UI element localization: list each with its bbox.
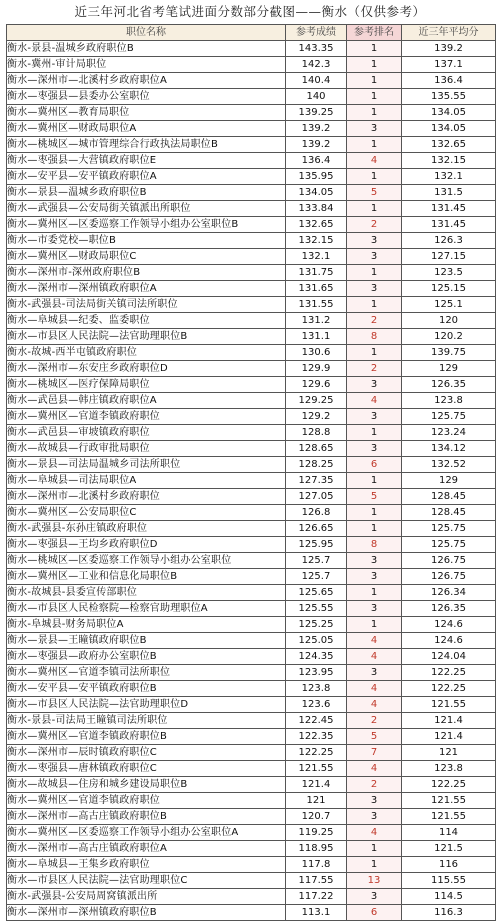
- rank-cell: 2: [347, 313, 402, 329]
- average-score-cell: 114.5: [402, 889, 496, 905]
- score-cell: 129.9: [286, 361, 347, 377]
- position-name-cell: 衡水—冀州区—区委巡察工作领导小组办公室职位B: [7, 217, 286, 233]
- column-header-score: 参考成绩: [286, 25, 347, 41]
- position-name-cell: 衡水—冀州区—工业和信息化局职位B: [7, 569, 286, 585]
- score-cell: 135.95: [286, 169, 347, 185]
- rank-cell: 1: [347, 585, 402, 601]
- average-score-cell: 132.52: [402, 457, 496, 473]
- rank-cell: 1: [347, 505, 402, 521]
- position-name-cell: 衡水—深州市—高古庄镇政府职位B: [7, 809, 286, 825]
- table-row: [7, 633, 496, 649]
- rank-cell: 2: [347, 713, 402, 729]
- score-cell: 123.8: [286, 681, 347, 697]
- position-name-cell: 衡水—冀州区—官道李镇政府职位: [7, 409, 286, 425]
- average-score-cell: 121.4: [402, 729, 496, 745]
- score-cell: 121.55: [286, 761, 347, 777]
- average-score-cell: 123.24: [402, 425, 496, 441]
- average-score-cell: 114: [402, 825, 496, 841]
- score-cell: 129.2: [286, 409, 347, 425]
- average-score-cell: 121.4: [402, 713, 496, 729]
- average-score-cell: 135.55: [402, 89, 496, 105]
- position-name-cell: 衡水-故城-西半屯镇政府职位: [7, 345, 286, 361]
- rank-cell: 4: [347, 153, 402, 169]
- position-name-cell: 衡水—冀州区—官道李镇政府职位: [7, 793, 286, 809]
- position-name-cell: 衡水-武强县-东孙庄镇政府职位: [7, 521, 286, 537]
- average-score-cell: 131.45: [402, 201, 496, 217]
- average-score-cell: 122.25: [402, 777, 496, 793]
- rank-cell: 3: [347, 553, 402, 569]
- rank-cell: 7: [347, 745, 402, 761]
- table-row: [7, 841, 496, 857]
- score-cell: 133.84: [286, 201, 347, 217]
- average-score-cell: 122.25: [402, 665, 496, 681]
- score-cell: 136.4: [286, 153, 347, 169]
- position-name-cell: 衡水—冀州区—公安局职位C: [7, 505, 286, 521]
- position-name-cell: 衡水—市委党校—职位B: [7, 233, 286, 249]
- score-cell: 125.65: [286, 585, 347, 601]
- position-name-cell: 衡水—深州市—深州镇政府职位A: [7, 281, 286, 297]
- rank-cell: 4: [347, 649, 402, 665]
- table-row: [7, 537, 496, 553]
- position-name-cell: 衡水—冀州区—财政局职位A: [7, 121, 286, 137]
- table-row: [7, 889, 496, 905]
- position-name-cell: 衡水—故城县—住房和城乡建设局职位B: [7, 777, 286, 793]
- header-row: [7, 25, 496, 41]
- rank-cell: 8: [347, 537, 402, 553]
- table-row: [7, 105, 496, 121]
- score-cell: 140.4: [286, 73, 347, 89]
- position-name-cell: 衡水-故城县-县委宣传部职位: [7, 585, 286, 601]
- rank-cell: 2: [347, 777, 402, 793]
- average-score-cell: 129: [402, 473, 496, 489]
- average-score-cell: 137.1: [402, 57, 496, 73]
- rank-cell: 1: [347, 105, 402, 121]
- rank-cell: 1: [347, 41, 402, 57]
- score-cell: 143.35: [286, 41, 347, 57]
- table-row: [7, 777, 496, 793]
- position-name-cell: 衡水—冀州区—区委巡察工作领导小组办公室职位A: [7, 825, 286, 841]
- position-name-cell: 衡水—景县—司法局温城乡司法所职位: [7, 457, 286, 473]
- position-name-cell: 衡水-景县-温城乡政府职位B: [7, 41, 286, 57]
- table-row: [7, 313, 496, 329]
- position-name-cell: 衡水—枣强县—大营镇政府职位E: [7, 153, 286, 169]
- score-cell: 123.95: [286, 665, 347, 681]
- column-header-position: 职位名称: [7, 25, 286, 41]
- rank-cell: 4: [347, 761, 402, 777]
- table-row: [7, 553, 496, 569]
- column-header-average: 近三年平均分: [402, 25, 496, 41]
- table-row: [7, 441, 496, 457]
- position-name-cell: 衡水-武强县-公安局周窝镇派出所: [7, 889, 286, 905]
- table-row: [7, 473, 496, 489]
- position-name-cell: 衡水—深州市—辰时镇政府职位C: [7, 745, 286, 761]
- position-name-cell: 衡水—桃城区—医疗保障局职位: [7, 377, 286, 393]
- score-cell: 124.35: [286, 649, 347, 665]
- score-cell: 129.6: [286, 377, 347, 393]
- average-score-cell: 136.4: [402, 73, 496, 89]
- average-score-cell: 124.6: [402, 633, 496, 649]
- table-row: [7, 281, 496, 297]
- score-cell: 121: [286, 793, 347, 809]
- average-score-cell: 139.2: [402, 41, 496, 57]
- score-cell: 128.8: [286, 425, 347, 441]
- position-name-cell: 衡水—冀州区—官道李镇政府职位B: [7, 729, 286, 745]
- score-cell: 127.35: [286, 473, 347, 489]
- rank-cell: 2: [347, 217, 402, 233]
- position-name-cell: 衡水—桃城区—城市管理综合行政执法局职位B: [7, 137, 286, 153]
- table-row: [7, 41, 496, 57]
- table-row: [7, 233, 496, 249]
- table-row: [7, 489, 496, 505]
- rank-cell: 1: [347, 57, 402, 73]
- column-header-rank: 参考排名: [347, 25, 402, 41]
- table-row: [7, 121, 496, 137]
- position-name-cell: 衡水—冀州区—官道李镇司法所职位: [7, 665, 286, 681]
- rank-cell: 1: [347, 89, 402, 105]
- average-score-cell: 116.3: [402, 905, 496, 921]
- rank-cell: 3: [347, 377, 402, 393]
- score-cell: 131.75: [286, 265, 347, 281]
- rank-cell: 3: [347, 889, 402, 905]
- rank-cell: 1: [347, 521, 402, 537]
- table-row: [7, 377, 496, 393]
- table-row: [7, 745, 496, 761]
- average-score-cell: 120: [402, 313, 496, 329]
- average-score-cell: 125.75: [402, 537, 496, 553]
- score-table: [6, 24, 496, 921]
- position-name-cell: 衡水—枣强县—唐林镇政府职位C: [7, 761, 286, 777]
- average-score-cell: 121.5: [402, 841, 496, 857]
- table-row: [7, 57, 496, 73]
- table-row: [7, 329, 496, 345]
- score-cell: 132.15: [286, 233, 347, 249]
- score-cell: 128.65: [286, 441, 347, 457]
- score-cell: 121.4: [286, 777, 347, 793]
- score-cell: 125.55: [286, 601, 347, 617]
- average-score-cell: 125.1: [402, 297, 496, 313]
- rank-cell: 3: [347, 249, 402, 265]
- position-name-cell: 衡水—武强县—公安局街关镇派出所职位: [7, 201, 286, 217]
- table-row: [7, 793, 496, 809]
- rank-cell: 5: [347, 489, 402, 505]
- average-score-cell: 126.3: [402, 233, 496, 249]
- rank-cell: 1: [347, 201, 402, 217]
- position-name-cell: 衡水—深州市-深州政府职位B: [7, 265, 286, 281]
- score-cell: 117.22: [286, 889, 347, 905]
- rank-cell: 4: [347, 633, 402, 649]
- position-name-cell: 衡水—深州市—东安庄乡政府职位D: [7, 361, 286, 377]
- position-name-cell: 衡水—阜城县—纪委、监委职位: [7, 313, 286, 329]
- table-row: [7, 697, 496, 713]
- average-score-cell: 132.15: [402, 153, 496, 169]
- table-row: [7, 425, 496, 441]
- average-score-cell: 116: [402, 857, 496, 873]
- rank-cell: 1: [347, 841, 402, 857]
- average-score-cell: 121: [402, 745, 496, 761]
- average-score-cell: 125.75: [402, 521, 496, 537]
- sheet-title: 近三年河北省考笔试进面分数部分截图——衡水（仅供参考）: [74, 4, 426, 19]
- position-name-cell: 衡水—桃城区—区委巡察工作领导小组办公室职位: [7, 553, 286, 569]
- score-cell: 140: [286, 89, 347, 105]
- position-name-cell: 衡水—武邑县—审坡镇政府职位: [7, 425, 286, 441]
- average-score-cell: 127.15: [402, 249, 496, 265]
- table-row: [7, 169, 496, 185]
- table-row: [7, 713, 496, 729]
- table-row: [7, 521, 496, 537]
- rank-cell: 3: [347, 233, 402, 249]
- table-row: [7, 617, 496, 633]
- table-row: [7, 89, 496, 105]
- score-cell: 128.25: [286, 457, 347, 473]
- position-name-cell: 衡水—冀州区—财政局职位C: [7, 249, 286, 265]
- position-name-cell: 衡水—阜城县—王集乡政府职位: [7, 857, 286, 873]
- position-name-cell: 衡水—枣强县—政府办公室职位B: [7, 649, 286, 665]
- rank-cell: 1: [347, 137, 402, 153]
- table-row: [7, 585, 496, 601]
- score-cell: 125.25: [286, 617, 347, 633]
- score-cell: 131.1: [286, 329, 347, 345]
- score-cell: 139.2: [286, 137, 347, 153]
- score-cell: 132.65: [286, 217, 347, 233]
- average-score-cell: 134.12: [402, 441, 496, 457]
- average-score-cell: 126.75: [402, 553, 496, 569]
- table-row: [7, 73, 496, 89]
- average-score-cell: 115.55: [402, 873, 496, 889]
- rank-cell: 3: [347, 601, 402, 617]
- average-score-cell: 129: [402, 361, 496, 377]
- average-score-cell: 131.5: [402, 185, 496, 201]
- average-score-cell: 121.55: [402, 793, 496, 809]
- position-name-cell: 衡水—故城县—行政审批局职位: [7, 441, 286, 457]
- average-score-cell: 128.45: [402, 489, 496, 505]
- rank-cell: 3: [347, 793, 402, 809]
- rank-cell: 3: [347, 809, 402, 825]
- score-cell: 125.05: [286, 633, 347, 649]
- average-score-cell: 132.1: [402, 169, 496, 185]
- table-row: [7, 905, 496, 921]
- position-name-cell: 衡水—市县区人民法院—法官助理职位D: [7, 697, 286, 713]
- score-cell: 119.25: [286, 825, 347, 841]
- rank-cell: 5: [347, 185, 402, 201]
- score-cell: 125.7: [286, 569, 347, 585]
- rank-cell: 4: [347, 393, 402, 409]
- rank-cell: 1: [347, 425, 402, 441]
- rank-cell: 6: [347, 457, 402, 473]
- position-name-cell: 衡水—景县—王瞳镇政府职位B: [7, 633, 286, 649]
- table-row: [7, 729, 496, 745]
- score-cell: 126.65: [286, 521, 347, 537]
- rank-cell: 5: [347, 729, 402, 745]
- position-name-cell: 衡水—深州市—北溪村乡政府职位: [7, 489, 286, 505]
- table-row: [7, 409, 496, 425]
- average-score-cell: 125.75: [402, 409, 496, 425]
- score-cell: 126.8: [286, 505, 347, 521]
- rank-cell: 3: [347, 281, 402, 297]
- position-name-cell: 衡水—市县区人民法院—法官助理职位C: [7, 873, 286, 889]
- position-name-cell: 衡水—深州市—深州镇政府职位B: [7, 905, 286, 921]
- table-row: [7, 601, 496, 617]
- average-score-cell: 121.55: [402, 809, 496, 825]
- rank-cell: 3: [347, 409, 402, 425]
- score-cell: 131.55: [286, 297, 347, 313]
- rank-cell: 2: [347, 361, 402, 377]
- average-score-cell: 126.75: [402, 569, 496, 585]
- table-row: [7, 393, 496, 409]
- position-name-cell: 衡水—安平县—安平镇政府职位B: [7, 681, 286, 697]
- rank-cell: 1: [347, 473, 402, 489]
- position-name-cell: 衡水—市县区人民检察院—检察官助理职位A: [7, 601, 286, 617]
- average-score-cell: 122.25: [402, 681, 496, 697]
- average-score-cell: 121.55: [402, 697, 496, 713]
- score-cell: 125.95: [286, 537, 347, 553]
- position-name-cell: 衡水-阜城县-财务局职位A: [7, 617, 286, 633]
- rank-cell: 4: [347, 681, 402, 697]
- position-name-cell: 衡水—武邑县—韩庄镇政府职位A: [7, 393, 286, 409]
- average-score-cell: 134.05: [402, 105, 496, 121]
- score-cell: 125.7: [286, 553, 347, 569]
- position-name-cell: 衡水—景县—温城乡政府职位B: [7, 185, 286, 201]
- rank-cell: 1: [347, 73, 402, 89]
- average-score-cell: 124.6: [402, 617, 496, 633]
- table-row: [7, 345, 496, 361]
- position-name-cell: 衡水—深州市—高古庄镇政府职位A: [7, 841, 286, 857]
- rank-cell: 4: [347, 697, 402, 713]
- score-cell: 142.3: [286, 57, 347, 73]
- position-name-cell: 衡水—枣强县—王均乡政府职位D: [7, 537, 286, 553]
- rank-cell: 4: [347, 825, 402, 841]
- table-row: [7, 201, 496, 217]
- score-cell: 131.2: [286, 313, 347, 329]
- table-row: [7, 873, 496, 889]
- table-row: [7, 681, 496, 697]
- table-row: [7, 153, 496, 169]
- average-score-cell: 126.34: [402, 585, 496, 601]
- table-row: [7, 825, 496, 841]
- average-score-cell: 128.45: [402, 505, 496, 521]
- rank-cell: 6: [347, 905, 402, 921]
- score-cell: 113.1: [286, 905, 347, 921]
- rank-cell: 3: [347, 569, 402, 585]
- score-cell: 122.45: [286, 713, 347, 729]
- table-row: [7, 665, 496, 681]
- position-name-cell: 衡水—安平县—安平镇政府职位A: [7, 169, 286, 185]
- average-score-cell: 123.5: [402, 265, 496, 281]
- table-row: [7, 185, 496, 201]
- position-name-cell: 衡水-冀州-审计局职位: [7, 57, 286, 73]
- rank-cell: 1: [347, 169, 402, 185]
- position-name-cell: 衡水—冀州区—教育局职位: [7, 105, 286, 121]
- position-name-cell: 衡水—阜城县—司法局职位A: [7, 473, 286, 489]
- rank-cell: 8: [347, 329, 402, 345]
- average-score-cell: 126.35: [402, 377, 496, 393]
- score-cell: 123.6: [286, 697, 347, 713]
- table-row: [7, 857, 496, 873]
- score-cell: 120.7: [286, 809, 347, 825]
- average-score-cell: 134.05: [402, 121, 496, 137]
- score-cell: 139.2: [286, 121, 347, 137]
- table-row: [7, 297, 496, 313]
- rank-cell: 1: [347, 265, 402, 281]
- average-score-cell: 139.75: [402, 345, 496, 361]
- table-row: [7, 505, 496, 521]
- score-cell: 122.25: [286, 745, 347, 761]
- position-name-cell: 衡水-景县-司法局王瞳镇司法所职位: [7, 713, 286, 729]
- rank-cell: 3: [347, 121, 402, 137]
- average-score-cell: 132.65: [402, 137, 496, 153]
- rank-cell: 1: [347, 297, 402, 313]
- average-score-cell: 131.45: [402, 217, 496, 233]
- table-row: [7, 457, 496, 473]
- table-row: [7, 649, 496, 665]
- table-row: [7, 569, 496, 585]
- rank-cell: 1: [347, 857, 402, 873]
- rank-cell: 13: [347, 873, 402, 889]
- score-cell: 122.35: [286, 729, 347, 745]
- average-score-cell: 120.2: [402, 329, 496, 345]
- average-score-cell: 126.35: [402, 601, 496, 617]
- average-score-cell: 123.8: [402, 761, 496, 777]
- rank-cell: 3: [347, 665, 402, 681]
- score-cell: 131.65: [286, 281, 347, 297]
- rank-cell: 1: [347, 617, 402, 633]
- score-cell: 129.25: [286, 393, 347, 409]
- position-name-cell: 衡水—市县区人民法院—法官助理职位B: [7, 329, 286, 345]
- score-cell: 134.05: [286, 185, 347, 201]
- score-cell: 117.8: [286, 857, 347, 873]
- rank-cell: 3: [347, 441, 402, 457]
- table-row: [7, 361, 496, 377]
- table-row: [7, 809, 496, 825]
- position-name-cell: 衡水—枣强县—县委办公室职位: [7, 89, 286, 105]
- average-score-cell: 124.04: [402, 649, 496, 665]
- table-row: [7, 761, 496, 777]
- score-cell: 139.25: [286, 105, 347, 121]
- position-name-cell: 衡水—深州市—北溪村乡政府职位A: [7, 73, 286, 89]
- table-row: [7, 217, 496, 233]
- rank-cell: 1: [347, 345, 402, 361]
- score-cell: 132.1: [286, 249, 347, 265]
- score-cell: 117.55: [286, 873, 347, 889]
- score-cell: 118.95: [286, 841, 347, 857]
- table-row: [7, 265, 496, 281]
- table-row: [7, 137, 496, 153]
- average-score-cell: 123.8: [402, 393, 496, 409]
- average-score-cell: 125.15: [402, 281, 496, 297]
- score-cell: 130.6: [286, 345, 347, 361]
- position-name-cell: 衡水-武强县-司法局街关镇司法所职位: [7, 297, 286, 313]
- table-row: [7, 249, 496, 265]
- score-cell: 127.05: [286, 489, 347, 505]
